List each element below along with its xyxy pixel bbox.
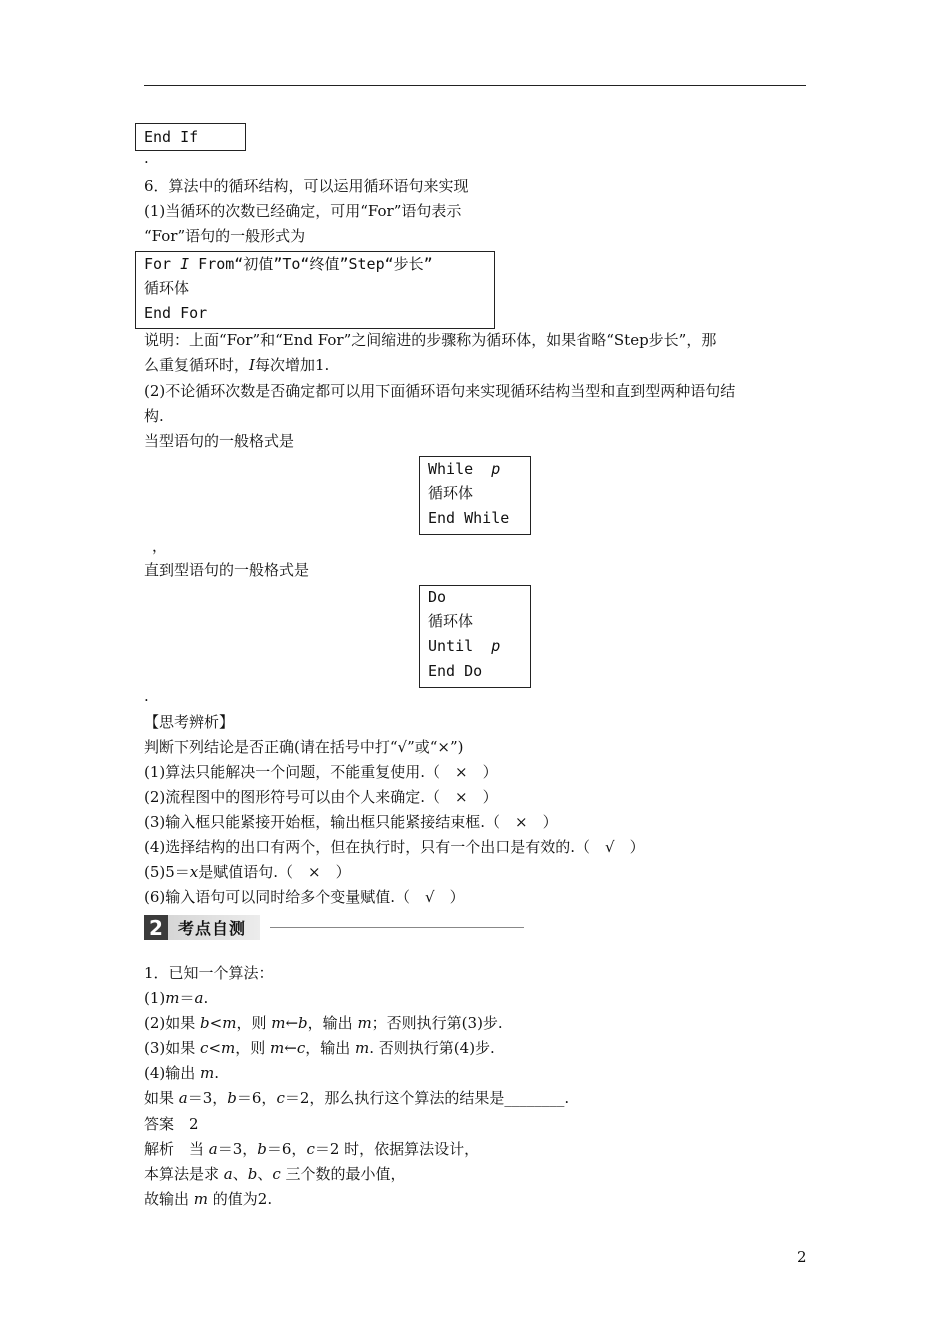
text: (4)输出	[144, 1064, 201, 1082]
code-line: End If	[144, 128, 199, 146]
analysis-line-2	[144, 1164, 406, 1184]
code-box-endif	[135, 123, 246, 151]
section-header	[144, 915, 260, 940]
variable: a	[194, 989, 204, 1007]
text: ，则	[235, 1039, 271, 1057]
question-title: 1．已知一个算法：	[144, 964, 274, 982]
judge-item: (2)流程图中的图形符号可以由个人来确定.（ × ）	[144, 788, 498, 806]
text: 、	[232, 1165, 248, 1183]
text: ＝	[179, 989, 195, 1007]
note-1b	[144, 355, 329, 375]
question-condition	[144, 1088, 569, 1108]
variable: x	[189, 863, 199, 881]
analysis-line-1	[144, 1139, 479, 1159]
variable: m	[200, 1064, 215, 1082]
variable: c	[276, 1089, 285, 1107]
text: 故输出	[144, 1190, 194, 1208]
code-line: 循环体	[144, 279, 190, 297]
code-line	[428, 636, 500, 656]
code-line	[428, 459, 500, 479]
code-line: 循环体	[428, 484, 474, 502]
variable: b	[247, 1165, 258, 1183]
text: (3)如果	[144, 1039, 201, 1057]
variable: m	[270, 1039, 285, 1057]
section-rule	[270, 927, 524, 928]
code-line	[144, 254, 433, 274]
section-number: 2	[144, 915, 168, 940]
code-text: For	[144, 255, 181, 273]
judge-item: (3)输入框只能紧接开始框，输出框只能紧接结束框.（ × ）	[144, 813, 558, 831]
text: ＝2，那么执行这个算法的结果是	[284, 1089, 505, 1107]
code-box-until	[419, 585, 531, 688]
text: 如果	[144, 1089, 179, 1107]
answer: 答案 2	[144, 1115, 199, 1133]
code-box-for	[135, 251, 495, 329]
variable: I	[249, 356, 255, 374]
note-1a: 说明：上面“For”和“End For”之间缩进的步骤称为循环体，如果省略“Step步长”，那	[144, 331, 717, 349]
text: . 否则执行第(4)步.	[369, 1039, 495, 1057]
text: <	[209, 1014, 223, 1032]
text: 的值为2.	[208, 1190, 273, 1208]
code-line: End Do	[428, 662, 483, 680]
variable: p	[491, 460, 501, 478]
text: ，则	[236, 1014, 272, 1032]
variable: m	[222, 1014, 237, 1032]
text: 、	[257, 1165, 273, 1183]
code-text: Until	[428, 637, 492, 655]
header-rule	[144, 85, 806, 86]
text: ←	[285, 1014, 299, 1032]
answer-blank: ________	[504, 1089, 565, 1107]
text: ＝2 时，依据算法设计，	[314, 1140, 480, 1158]
text: 本算法是求	[144, 1165, 224, 1183]
variable: b	[227, 1089, 237, 1107]
algo-step-3	[144, 1038, 495, 1058]
for-intro-1: (1)当循环的次数已经确定，可用“For”语句表示	[144, 202, 462, 220]
text: (1)	[144, 989, 166, 1007]
variable: c	[306, 1140, 315, 1158]
judge-item: (6)输入语句可以同时给多个变量赋值.（ √ ）	[144, 888, 465, 906]
punctuation: .	[144, 149, 149, 167]
variable: m	[165, 989, 180, 1007]
variable: m	[193, 1190, 209, 1208]
text: ←	[284, 1039, 297, 1057]
analysis-line-3	[144, 1189, 272, 1209]
code-line: End While	[428, 509, 510, 527]
text: ＝3，	[187, 1089, 228, 1107]
variable: a	[208, 1140, 218, 1158]
punctuation: ，	[152, 537, 168, 555]
variable: a	[178, 1089, 188, 1107]
variable: b	[200, 1014, 210, 1032]
item-6: 6．算法中的循环结构，可以运用循环语句来实现	[144, 177, 469, 195]
code-text: From“初值”To“终值”Step“步长”	[189, 255, 433, 273]
variable: a	[223, 1165, 233, 1183]
variable: m	[357, 1014, 372, 1032]
until-intro: 直到型语句的一般格式是	[144, 561, 310, 579]
for-intro-2: “For”语句的一般形式为	[144, 227, 306, 245]
code-line: 循环体	[428, 612, 474, 630]
judge-item: (4)选择结构的出口有两个，但在执行时，只有一个出口是有效的.（ √ ）	[144, 838, 645, 856]
text: .	[203, 989, 209, 1007]
page-number: 2	[797, 1248, 807, 1266]
algo-step-1	[144, 988, 208, 1008]
text: .	[214, 1064, 220, 1082]
text: (5)5＝	[144, 863, 190, 881]
variable: m	[355, 1039, 370, 1057]
variable: I	[180, 255, 190, 273]
text: 三个数的最小值，	[280, 1165, 406, 1183]
text: ，输出	[307, 1014, 358, 1032]
variable: b	[298, 1014, 308, 1032]
variable: b	[257, 1140, 267, 1158]
text: ＝6，	[236, 1089, 277, 1107]
judge-item: (1)算法只能解决一个问题，不能重复使用.（ × ）	[144, 763, 498, 781]
while-intro: 当型语句的一般格式是	[144, 432, 295, 450]
text: ＝6，	[266, 1140, 307, 1158]
section-title: 考点自测	[168, 915, 260, 940]
text: ，输出	[305, 1039, 356, 1057]
text: <	[208, 1039, 222, 1057]
text: 么重复循环时，	[144, 356, 250, 374]
note-2a: (2)不论循环次数是否确定都可以用下面循环语句来实现循环结构当型和直到型两种语句结	[144, 382, 736, 400]
text: 是赋值语句.（ × ）	[198, 863, 351, 881]
variable: c	[272, 1165, 281, 1183]
think-intro: 判断下列结论是否正确(请在括号中打“√”或“×”)	[144, 738, 464, 756]
variable: c	[296, 1039, 306, 1057]
text: ＝3，	[217, 1140, 258, 1158]
variable: m	[271, 1014, 286, 1032]
text: ；否则执行第(3)步.	[371, 1014, 503, 1032]
code-line: Do	[428, 588, 447, 606]
judge-item	[144, 862, 351, 882]
variable: m	[221, 1039, 236, 1057]
note-2b: 构.	[144, 407, 164, 425]
variable: p	[491, 637, 501, 655]
text: 解析 当	[144, 1140, 209, 1158]
algo-step-2	[144, 1013, 503, 1033]
think-title: 【思考辨析】	[144, 713, 235, 731]
code-box-while	[419, 456, 531, 535]
text: 每次增加1.	[254, 356, 330, 374]
code-text: While	[428, 460, 492, 478]
algo-step-4	[144, 1063, 219, 1083]
text: (2)如果	[144, 1014, 201, 1032]
code-line: End For	[144, 304, 208, 322]
variable: c	[200, 1039, 209, 1057]
punctuation: .	[144, 687, 149, 705]
text: .	[564, 1089, 570, 1107]
